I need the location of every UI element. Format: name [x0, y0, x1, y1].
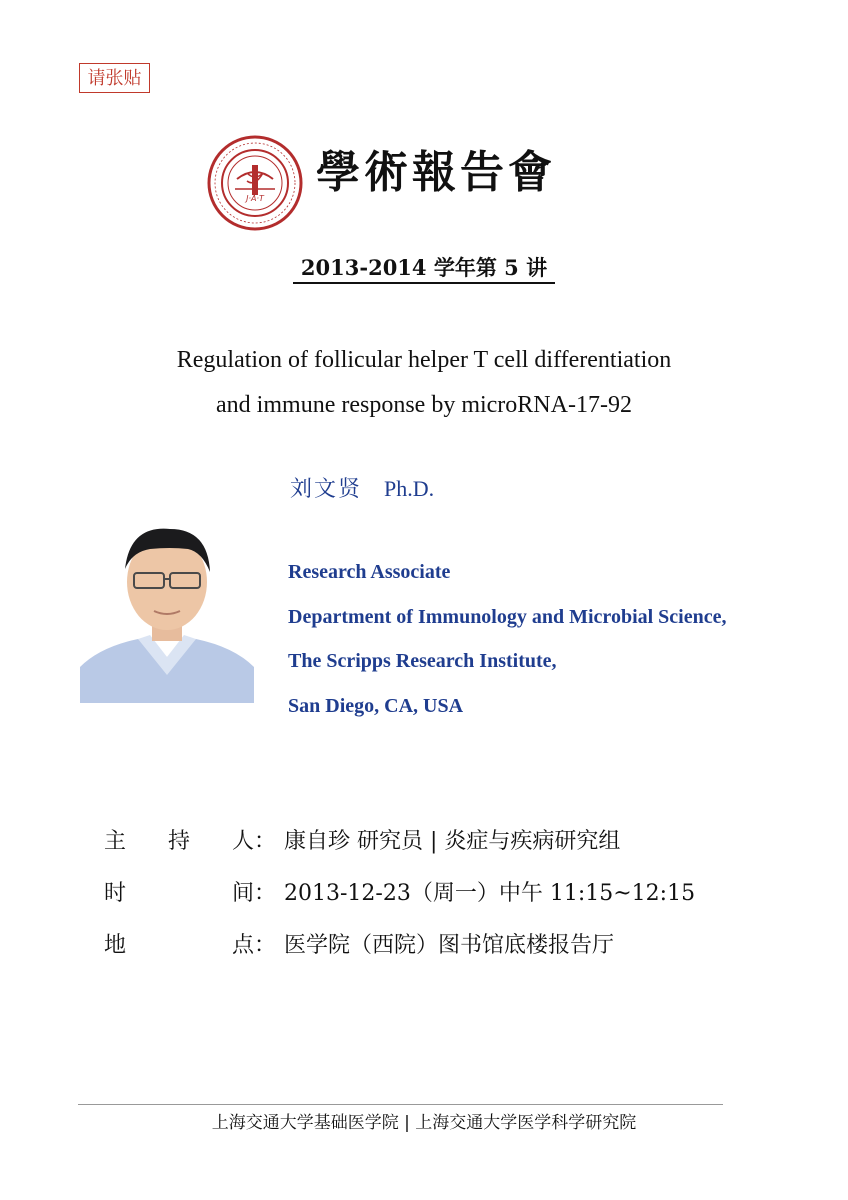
time-label: 时 间 [104, 881, 254, 906]
speaker-chinese-name: 刘文贤 [290, 477, 363, 502]
place-row: 地 点 ： 医学院（西院）图书馆底楼报告厅 [104, 928, 614, 959]
speaker-name [290, 472, 434, 503]
lecture-series-number: 2013-2014 学年第 5 讲 [0, 252, 848, 282]
place-value: 医学院（西院）图书馆底楼报告厅 [284, 933, 615, 958]
talk-title-line-1: Regulation of follicular helper T cell differentiation [176, 347, 672, 373]
speaker-photo [80, 507, 254, 703]
talk-title [0, 338, 848, 428]
footer-organizers: 上海交通大学基础医学院 | 上海交通大学医学科学研究院 [211, 1113, 637, 1133]
speaker-affiliation [288, 550, 727, 728]
speaker-department: Department of Immunology and Microbial Science, [288, 605, 727, 628]
host-row: 主 持 人 ： 康自珍 研究员 | 炎症与疾病研究组 [104, 824, 620, 855]
speaker-degree: Ph.D. [384, 476, 435, 501]
speaker-position: Research Associate [288, 561, 451, 583]
host-value: 康自珍 研究员 | 炎症与疾病研究组 [284, 829, 621, 854]
speaker-location: San Diego, CA, USA [288, 694, 464, 717]
event-title: 學術報告會 [316, 147, 556, 198]
time-row: 时 间 ： 2013-12-23（周一）中午 11:15~12:15 [104, 876, 695, 907]
place-label: 地 点 [104, 933, 254, 958]
host-label: 主 持 人 [104, 829, 254, 854]
post-tag: 请张贴 [79, 63, 150, 93]
university-seal-logo [207, 135, 303, 231]
footer-divider [78, 1104, 723, 1105]
time-value: 2013-12-23（周一）中午 11:15~12:15 [284, 881, 696, 906]
svg-text:J·A·T: J·A·T [246, 194, 264, 203]
speaker-institute: The Scripps Research Institute, [288, 650, 557, 673]
talk-title-line-2: and immune response by microRNA-17-92 [216, 392, 632, 418]
